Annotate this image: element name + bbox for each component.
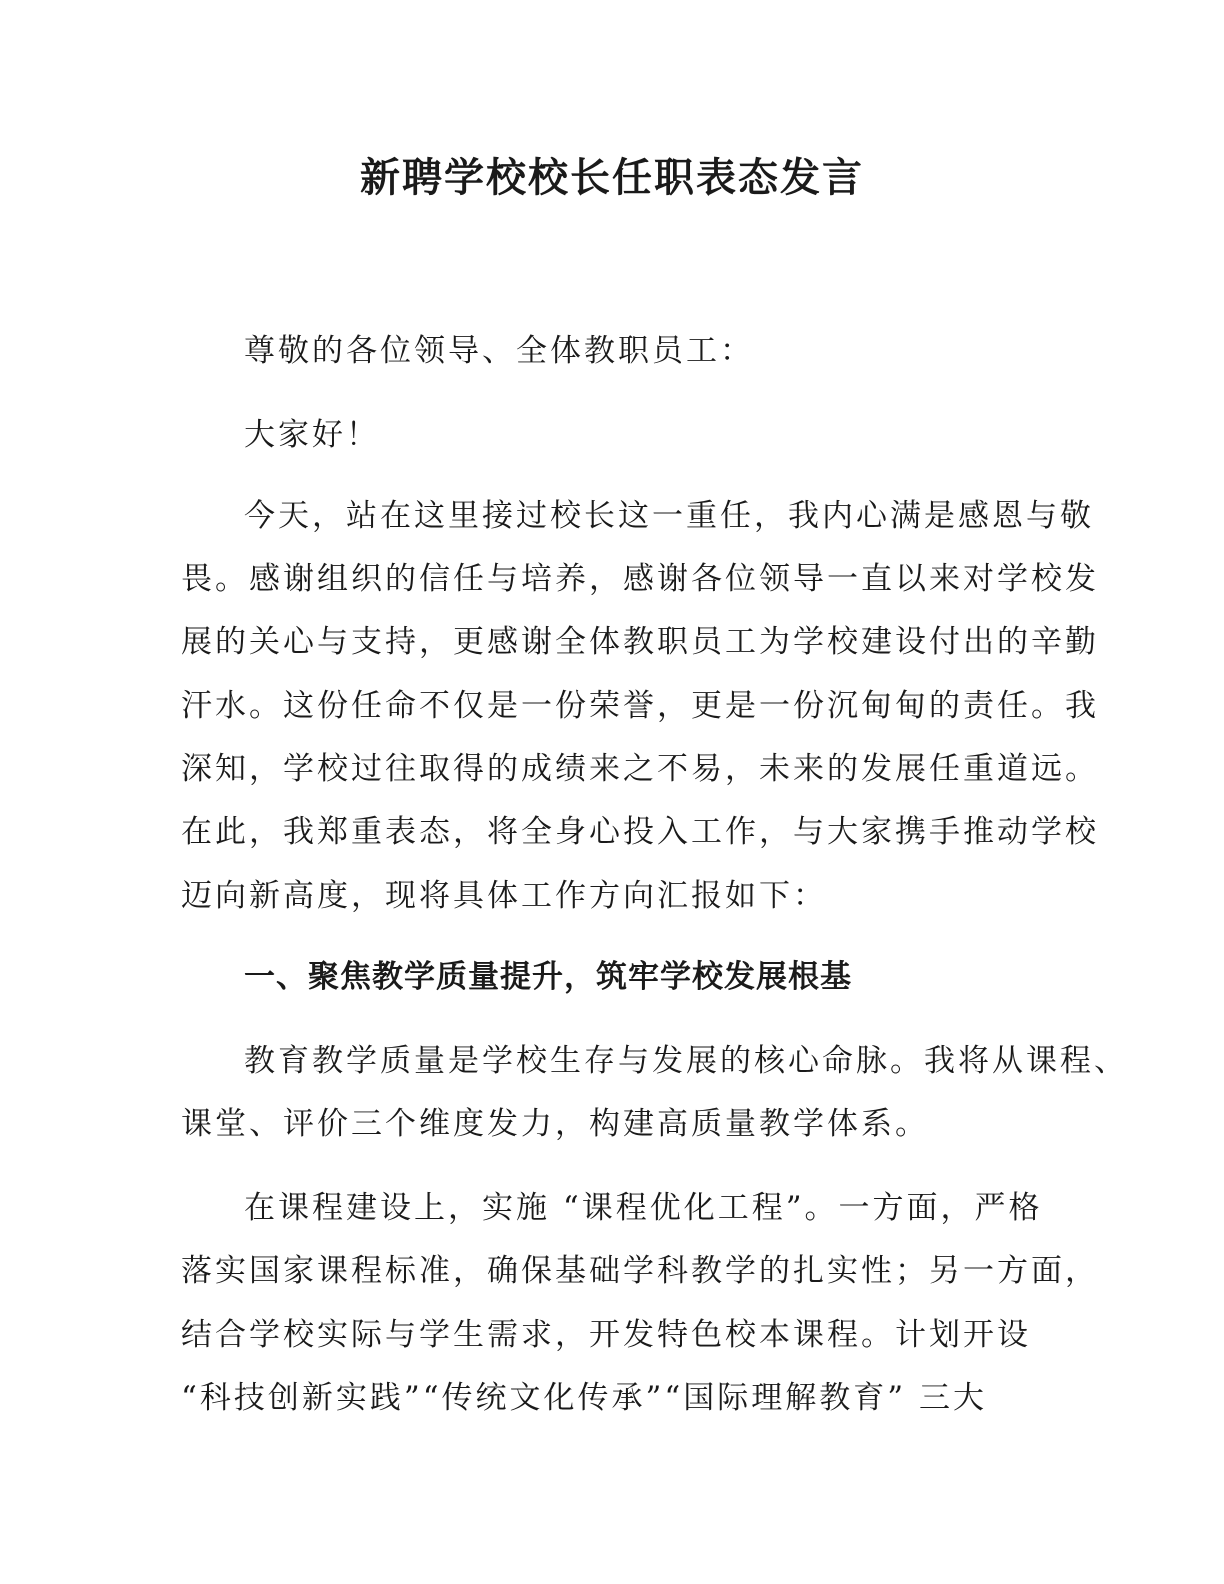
salutation: 尊敬的各位领导、全体教职员工： xyxy=(244,333,754,369)
section-paragraph-line: 教育教学质量是学校生存与发展的核心命脉。我将从课程、 xyxy=(244,1043,1128,1079)
section-heading: 一、聚焦教学质量提升，筑牢学校发展根基 xyxy=(244,959,852,995)
intro-line: 畏。感谢组织的信任与培养，感谢各位领导一直以来对学校发 xyxy=(181,561,1099,597)
document-title: 新聘学校校长任职表态发言 xyxy=(360,155,864,201)
section-paragraph-line: 在课程建设上，实施 “课程优化工程”。一方面，严格 xyxy=(244,1190,1043,1226)
section-paragraph-line: “科技创新实践”“传统文化传承”“国际理解教育” 三大 xyxy=(181,1380,987,1416)
intro-line: 汗水。这份任命不仅是一份荣誉，更是一份沉甸甸的责任。我 xyxy=(181,688,1099,724)
intro-line: 在此，我郑重表态，将全身心投入工作，与大家携手推动学校 xyxy=(181,814,1099,850)
section-paragraph-line: 落实国家课程标准，确保基础学科教学的扎实性；另一方面， xyxy=(181,1253,1099,1289)
greeting: 大家好！ xyxy=(244,417,380,453)
intro-line: 今天，站在这里接过校长这一重任，我内心满是感恩与敬 xyxy=(244,498,1094,534)
section-paragraph-line: 课堂、评价三个维度发力，构建高质量教学体系。 xyxy=(181,1106,929,1142)
section-paragraph-line: 结合学校实际与学生需求，开发特色校本课程。计划开设 xyxy=(181,1317,1031,1353)
intro-line: 深知，学校过往取得的成绩来之不易，未来的发展任重道远。 xyxy=(181,751,1099,787)
intro-line: 迈向新高度，现将具体工作方向汇报如下： xyxy=(181,878,827,914)
intro-line: 展的关心与支持，更感谢全体教职员工为学校建设付出的辛勤 xyxy=(181,624,1099,660)
